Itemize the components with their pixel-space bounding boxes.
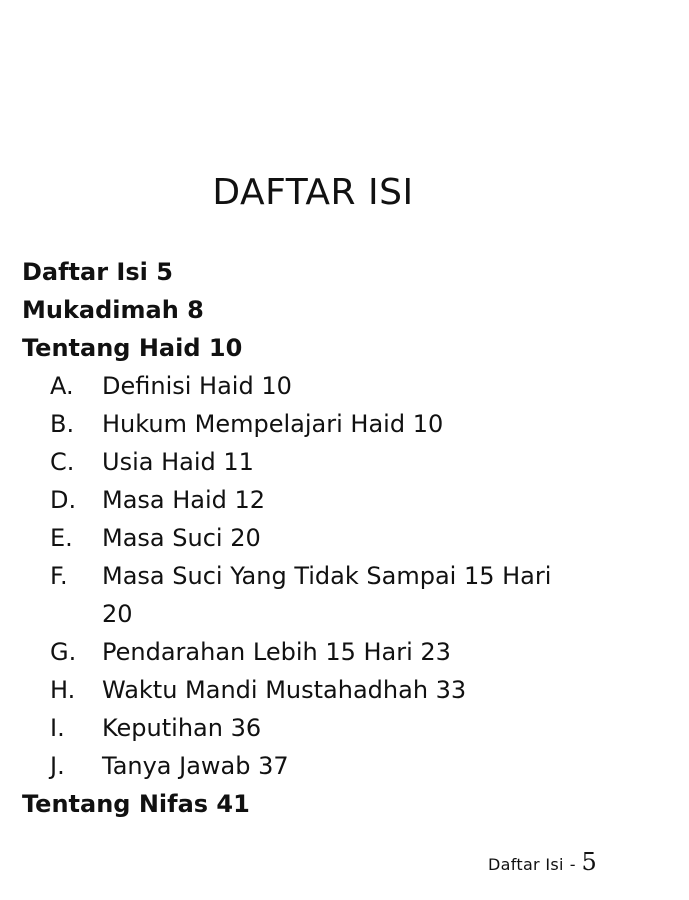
toc-subentry <box>22 557 662 633</box>
toc-subentry-letter: A. <box>50 372 74 400</box>
toc-subentry <box>22 481 662 519</box>
toc-subentry <box>22 405 662 443</box>
toc-subentry <box>22 709 662 747</box>
toc-subentry <box>22 443 662 481</box>
toc-subentry-text: Definisi Haid 10 <box>102 372 292 400</box>
footer-separator: - <box>569 855 576 874</box>
page-footer <box>488 848 597 876</box>
toc-subentry-text: Pendarahan Lebih 15 Hari 23 <box>102 638 451 666</box>
toc-subentry-letter: D. <box>50 486 77 514</box>
toc-entry-tentang-nifas: Tentang Nifas 41 <box>22 790 250 818</box>
toc-subentry-letter: F. <box>50 562 68 590</box>
footer-section-label: Daftar Isi <box>488 855 564 874</box>
toc-subentry-letter: J. <box>50 752 65 780</box>
toc-subentry-text: Masa Suci 20 <box>102 524 261 552</box>
toc-subentry-text: Masa Haid 12 <box>102 486 266 514</box>
toc-subentry-text: Waktu Mandi Mustahadhah 33 <box>102 676 467 704</box>
toc-subentry-text: Masa Suci Yang Tidak Sampai 15 Hari 20 <box>102 562 552 628</box>
page-title: DAFTAR ISI <box>212 172 414 213</box>
toc-entry-tentang-haid: Tentang Haid 10 <box>22 334 243 362</box>
toc-subentry <box>22 633 662 671</box>
toc-subentry-letter: E. <box>50 524 73 552</box>
toc-haid-subsections <box>22 367 662 785</box>
toc-entry-daftar-isi: Daftar Isi 5 <box>22 258 173 286</box>
toc-subentry-letter: C. <box>50 448 75 476</box>
toc-subentry <box>22 747 662 785</box>
toc-subentry <box>22 519 662 557</box>
toc-subentry-text: Tanya Jawab 37 <box>102 752 289 780</box>
toc-subentry-text: Keputihan 36 <box>102 714 262 742</box>
toc-subentry-letter: B. <box>50 410 75 438</box>
toc-subentry-letter: G. <box>50 638 77 666</box>
toc-subentry-letter: I. <box>50 714 65 742</box>
toc-subentry-text: Usia Haid 11 <box>102 448 254 476</box>
footer-page-number: 5 <box>581 848 597 876</box>
toc-subentry-letter: H. <box>50 676 76 704</box>
toc-entry-mukadimah: Mukadimah 8 <box>22 296 204 324</box>
toc-subentry <box>22 671 662 709</box>
toc-subentry <box>22 367 662 405</box>
toc-subentry-text: Hukum Mempelajari Haid 10 <box>102 410 444 438</box>
table-of-contents <box>22 253 662 823</box>
